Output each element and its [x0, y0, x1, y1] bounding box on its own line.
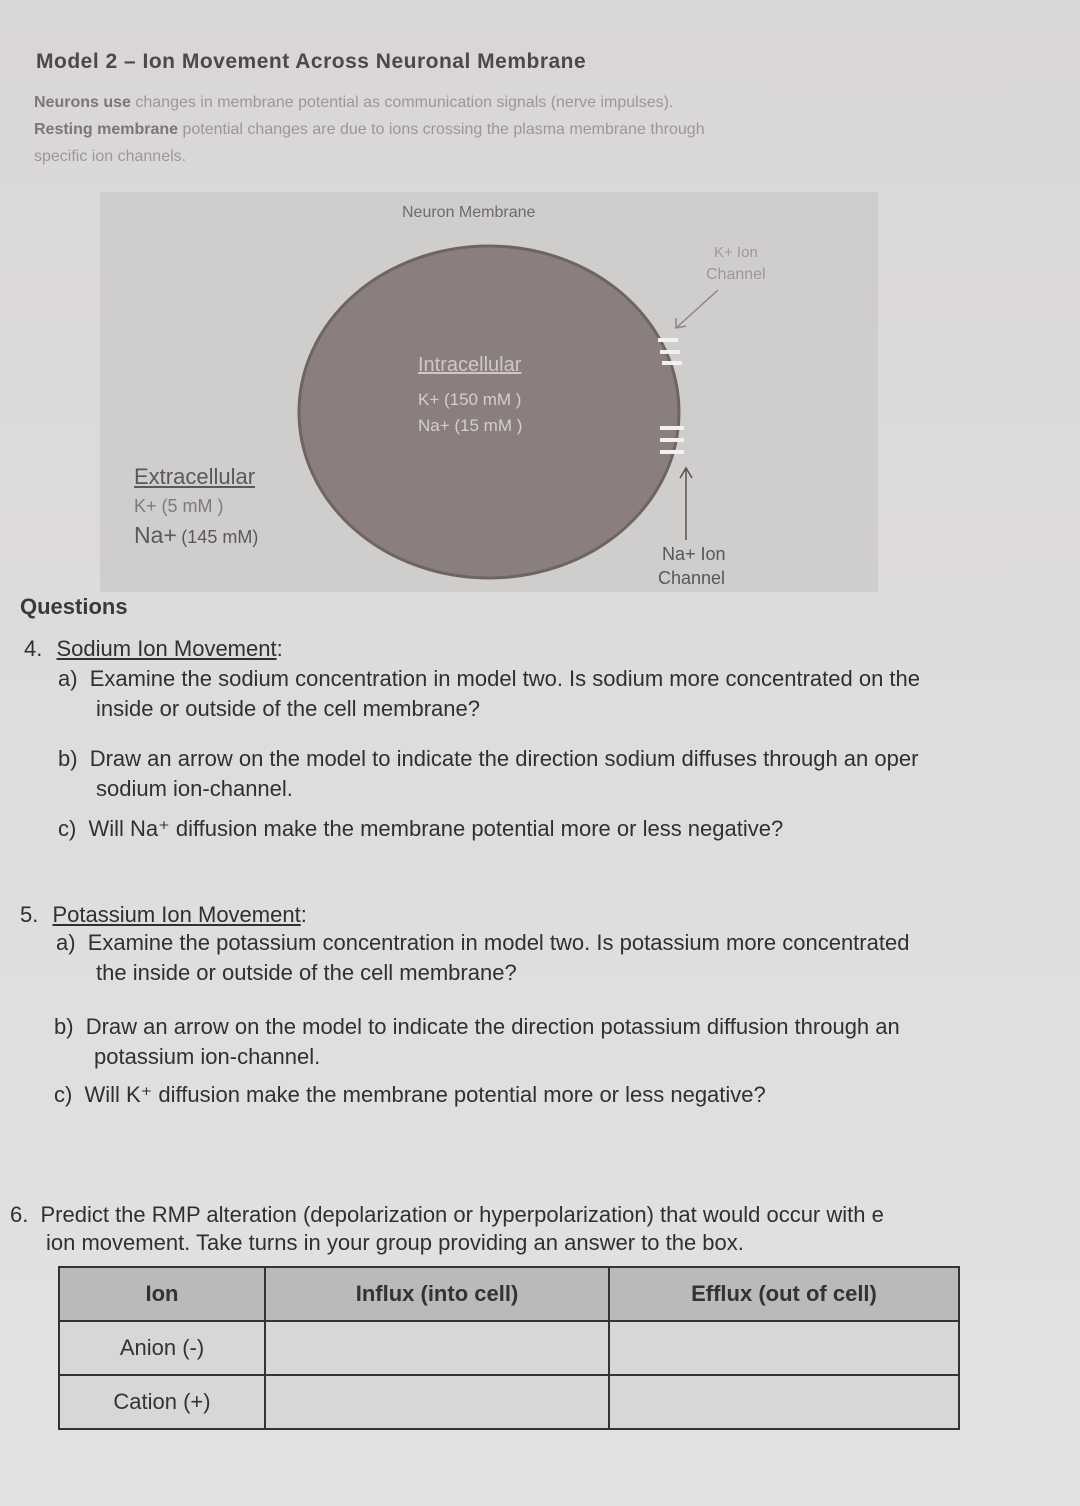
q5-title: Potassium Ion Movement	[52, 902, 301, 927]
intro-bold-2: Resting membrane	[34, 121, 179, 138]
q4-number: 4.	[24, 636, 43, 661]
q6-number: 6.	[10, 1202, 29, 1227]
na-channel-pointer-arrow	[680, 468, 692, 540]
q4a-text-1: Examine the sodium concentration in model two. Is sodium more concentrated on the	[89, 666, 921, 691]
intracellular-k: K+ (150 mM )	[418, 390, 522, 409]
extracellular-k: K+ (5 mM )	[134, 496, 224, 516]
q4-title: Sodium Ion Movement	[56, 636, 277, 661]
model-title: Model 2 – Ion Movement Across Neuronal Membrane	[36, 50, 587, 73]
table-header-influx: Influx (into cell)	[265, 1267, 609, 1321]
q5c-text: Will K⁺ diffusion make the membrane potential more or less negative?	[84, 1082, 766, 1107]
q6-line1	[10, 1200, 884, 1230]
intracellular-na: Na+ (15 mM )	[418, 416, 523, 435]
rmp-answer-table	[58, 1266, 960, 1430]
table-header-row	[59, 1267, 959, 1321]
q5-number: 5.	[20, 902, 39, 927]
q4b-text-1: Draw an arrow on the model to indicate the direction sodium diffuses through an oper	[89, 746, 919, 771]
q4-colon: :	[276, 636, 283, 661]
table-cell-anion-influx[interactable]	[265, 1321, 609, 1375]
q4b-text-2: sodium ion-channel.	[96, 776, 293, 801]
q5-heading	[20, 900, 307, 930]
intracellular-heading: Intracellular	[418, 354, 522, 376]
q5-colon: :	[300, 902, 307, 927]
extracellular-na-line	[134, 522, 258, 549]
k-channel-pointer-arrow	[676, 290, 718, 328]
extracellular-na-value: (145 mM)	[181, 527, 259, 547]
na-channel-label-1: Na+ Ion	[662, 544, 726, 564]
q4-heading	[24, 634, 283, 664]
q5c-label: c)	[54, 1082, 73, 1107]
table-cell-ion-anion: Anion (-)	[59, 1321, 265, 1375]
q4b-line1	[58, 744, 918, 774]
k-channel-label-1: K+ Ion	[714, 244, 758, 261]
neuron-cell-body	[299, 246, 679, 578]
k-channel-label-2: Channel	[706, 266, 766, 283]
q4c-label: c)	[58, 816, 77, 841]
table-header-ion: Ion	[59, 1267, 265, 1321]
membrane-label: Neuron Membrane	[402, 204, 536, 221]
q4b-label: b)	[58, 746, 78, 771]
na-channel-label-2: Channel	[658, 568, 726, 588]
extracellular-heading: Extracellular	[134, 464, 256, 489]
q6-text-2: ion movement. Take turns in your group providing an answer to the box.	[46, 1230, 744, 1255]
table-cell-ion-cation: Cation (+)	[59, 1375, 265, 1429]
q4a-text-2: inside or outside of the cell membrane?	[96, 696, 480, 721]
intro-bold-1: Neurons use	[34, 94, 131, 111]
q4c-line	[58, 814, 783, 844]
intro-text-1: changes in membrane potential as communication signals (nerve impulses).	[130, 94, 674, 111]
q4a-line1	[58, 664, 920, 694]
questions-heading: Questions	[20, 594, 128, 619]
q5b-text-2: potassium ion-channel.	[94, 1044, 321, 1069]
table-row	[59, 1321, 959, 1375]
table-cell-anion-efflux[interactable]	[609, 1321, 959, 1375]
q5c-line	[54, 1080, 766, 1110]
q5a-text-1: Examine the potassium concentration in model two. Is potassium more concentrated	[87, 930, 910, 955]
q5a-label: a)	[56, 930, 76, 955]
extracellular-na: Na+	[134, 522, 177, 548]
table-cell-cation-influx[interactable]	[265, 1375, 609, 1429]
q4c-text: Will Na⁺ diffusion make the membrane potential more or less negative?	[88, 816, 784, 841]
q5a-text-2: the inside or outside of the cell membrane?	[96, 960, 517, 985]
intro-line-3: specific ion channels.	[34, 148, 187, 165]
q5a-line1	[56, 928, 909, 958]
q6-text-1: Predict the RMP alteration (depolarization or hyperpolarization) that would occur with e	[40, 1202, 884, 1227]
q5b-text-1: Draw an arrow on the model to indicate the direction potassium diffusion through an	[85, 1014, 900, 1039]
q5b-line1	[54, 1012, 900, 1042]
table-row	[59, 1375, 959, 1429]
q4a-label: a)	[58, 666, 78, 691]
intro-text-2: potential changes are due to ions crossing the plasma membrane through	[178, 121, 705, 138]
table-cell-cation-efflux[interactable]	[609, 1375, 959, 1429]
table-header-efflux: Efflux (out of cell)	[609, 1267, 959, 1321]
q5b-label: b)	[54, 1014, 74, 1039]
